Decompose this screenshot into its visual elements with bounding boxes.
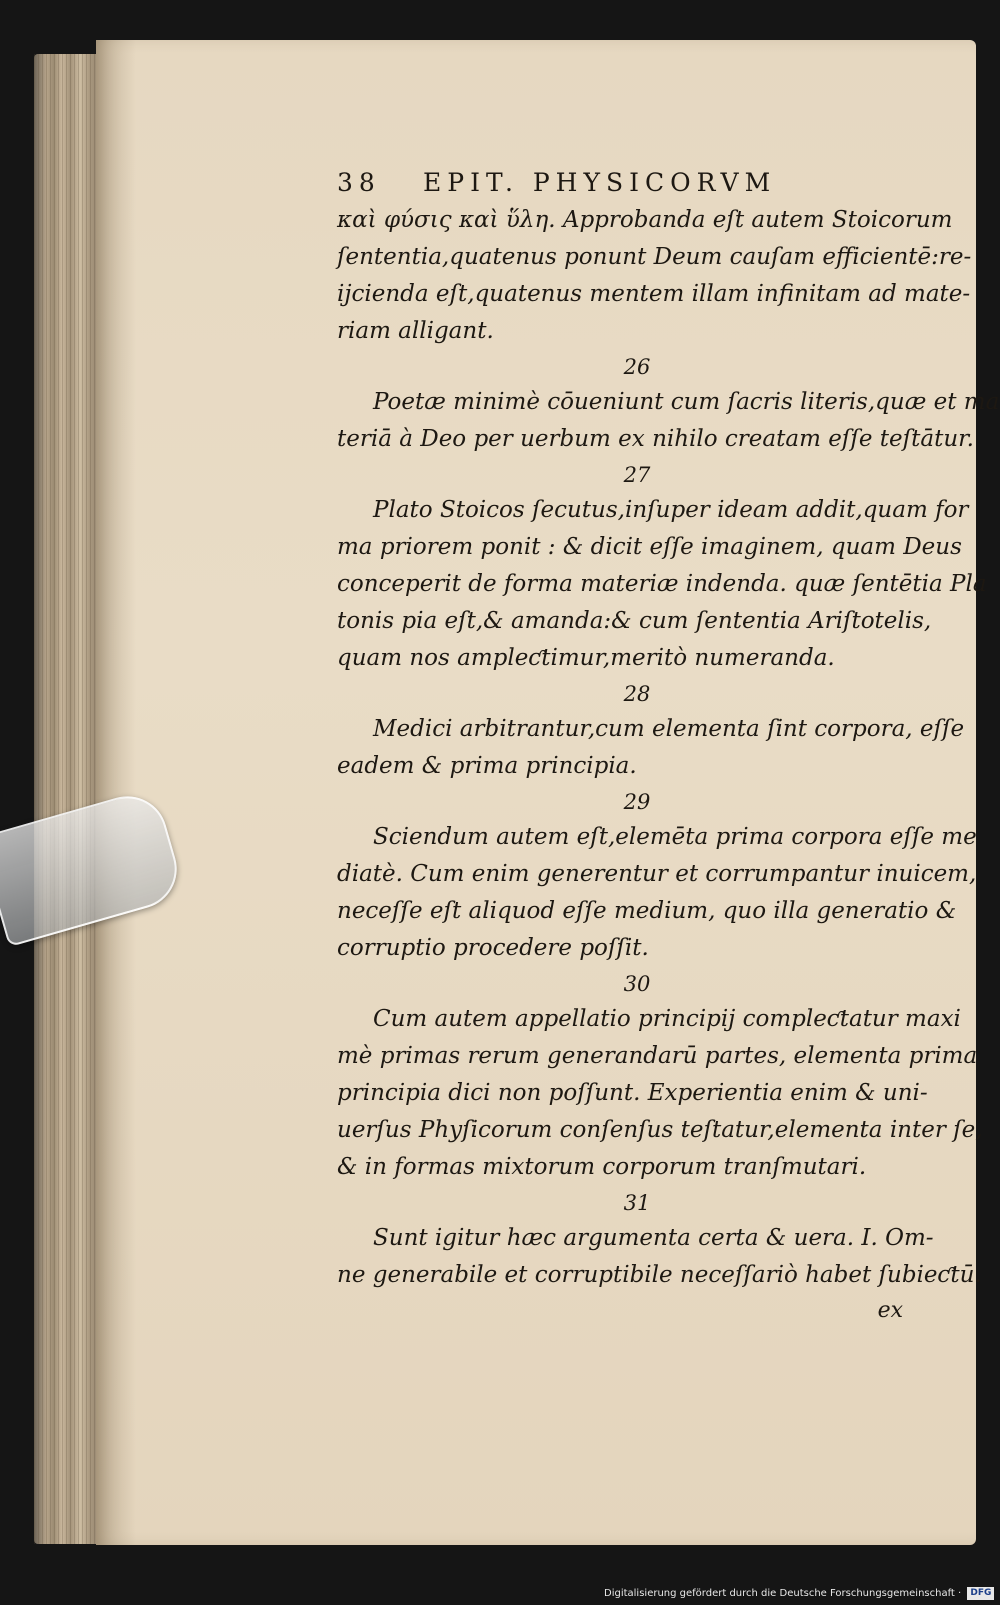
- section-number: 31: [623, 1191, 651, 1215]
- text-line: ijcienda eſt,quatenus mentem illam infinitam ad mate-: [337, 281, 971, 307]
- digitization-credit: [604, 1585, 994, 1603]
- text-line: principia dici non poſſunt. Experientia enim & uni-: [337, 1080, 928, 1106]
- text-line: ne generabile et corruptibile neceſſariò habet ſubieƈtū.: [337, 1262, 982, 1288]
- text-line: & in formas mixtorum corporum tranſmutari.: [337, 1154, 867, 1180]
- text-line: ſententia,quatenus ponunt Deum cauſam efficientē:re-: [337, 244, 972, 270]
- book-page-edges: [34, 54, 104, 1544]
- text-line: καὶ φύσις καὶ ὕλη. Approbanda eſt autem Stoicorum: [337, 207, 953, 233]
- text-line: eadem & prima principia.: [337, 753, 637, 779]
- credit-separator: ·: [958, 1588, 962, 1599]
- page-number: 38: [337, 168, 381, 197]
- text-line: ma priorem ponit : & dicit eſſe imaginem, quam Deus: [337, 534, 962, 560]
- text-line: quam nos ampleƈtimur,meritò numeranda.: [337, 645, 835, 671]
- text-line: conceperit de forma materiæ indenda. quæ ſentētia Pla: [337, 571, 987, 597]
- text-line: Sciendum autem eſt,elemēta prima corpora eſſe me: [373, 824, 977, 850]
- text-line: neceſſe eſt aliquod eſſe medium, quo illa generatio &: [337, 898, 957, 924]
- text-line: riam alligant.: [337, 318, 494, 344]
- running-title: EPIT. PHYSICORVM: [423, 168, 777, 197]
- dfg-logo: DFG: [967, 1587, 994, 1600]
- credit-text: Digitalisierung gefördert durch die Deutsche Forschungsgemeinschaft: [604, 1588, 955, 1599]
- text-line: Medici arbitrantur,cum elementa ſint corpora, eſſe: [373, 716, 965, 742]
- running-header: [337, 168, 917, 202]
- text-line: tonis pia eſt,& amanda:& cum ſententia Ariſtotelis,: [337, 608, 932, 634]
- text-line: Poetæ minimè cōueniunt cum ſacris literis,quæ et ma: [373, 389, 1000, 415]
- body-text: [337, 202, 1000, 1294]
- catchword: ex: [877, 1298, 903, 1323]
- text-line: Cum autem appellatio principij compleƈtatur maxi: [373, 1006, 961, 1032]
- section-number: 27: [623, 463, 651, 487]
- text-line: mè primas rerum generandarū partes, elementa prima: [337, 1043, 978, 1069]
- page-text-block: [337, 168, 1000, 1328]
- section-number: 26: [623, 355, 651, 379]
- text-line: diatè. Cum enim generentur et corrumpantur inuicem,: [337, 861, 977, 887]
- section-number: 28: [623, 682, 651, 706]
- text-line: Plato Stoicos ſecutus,inſuper ideam addit,quam for: [373, 497, 969, 523]
- text-line: corruptio procedere poſſit.: [337, 935, 649, 961]
- section-number: 29: [623, 790, 651, 814]
- text-line: Sunt igitur hæc argumenta certa & uera. I. Om-: [373, 1225, 934, 1251]
- text-line: teriā à Deo per uerbum ex nihilo creatam eſſe teſtātur.: [337, 426, 974, 452]
- text-line: uerſus Phyſicorum conſenſus teſtatur,elementa inter ſe,: [337, 1117, 983, 1143]
- section-number: 30: [623, 972, 651, 996]
